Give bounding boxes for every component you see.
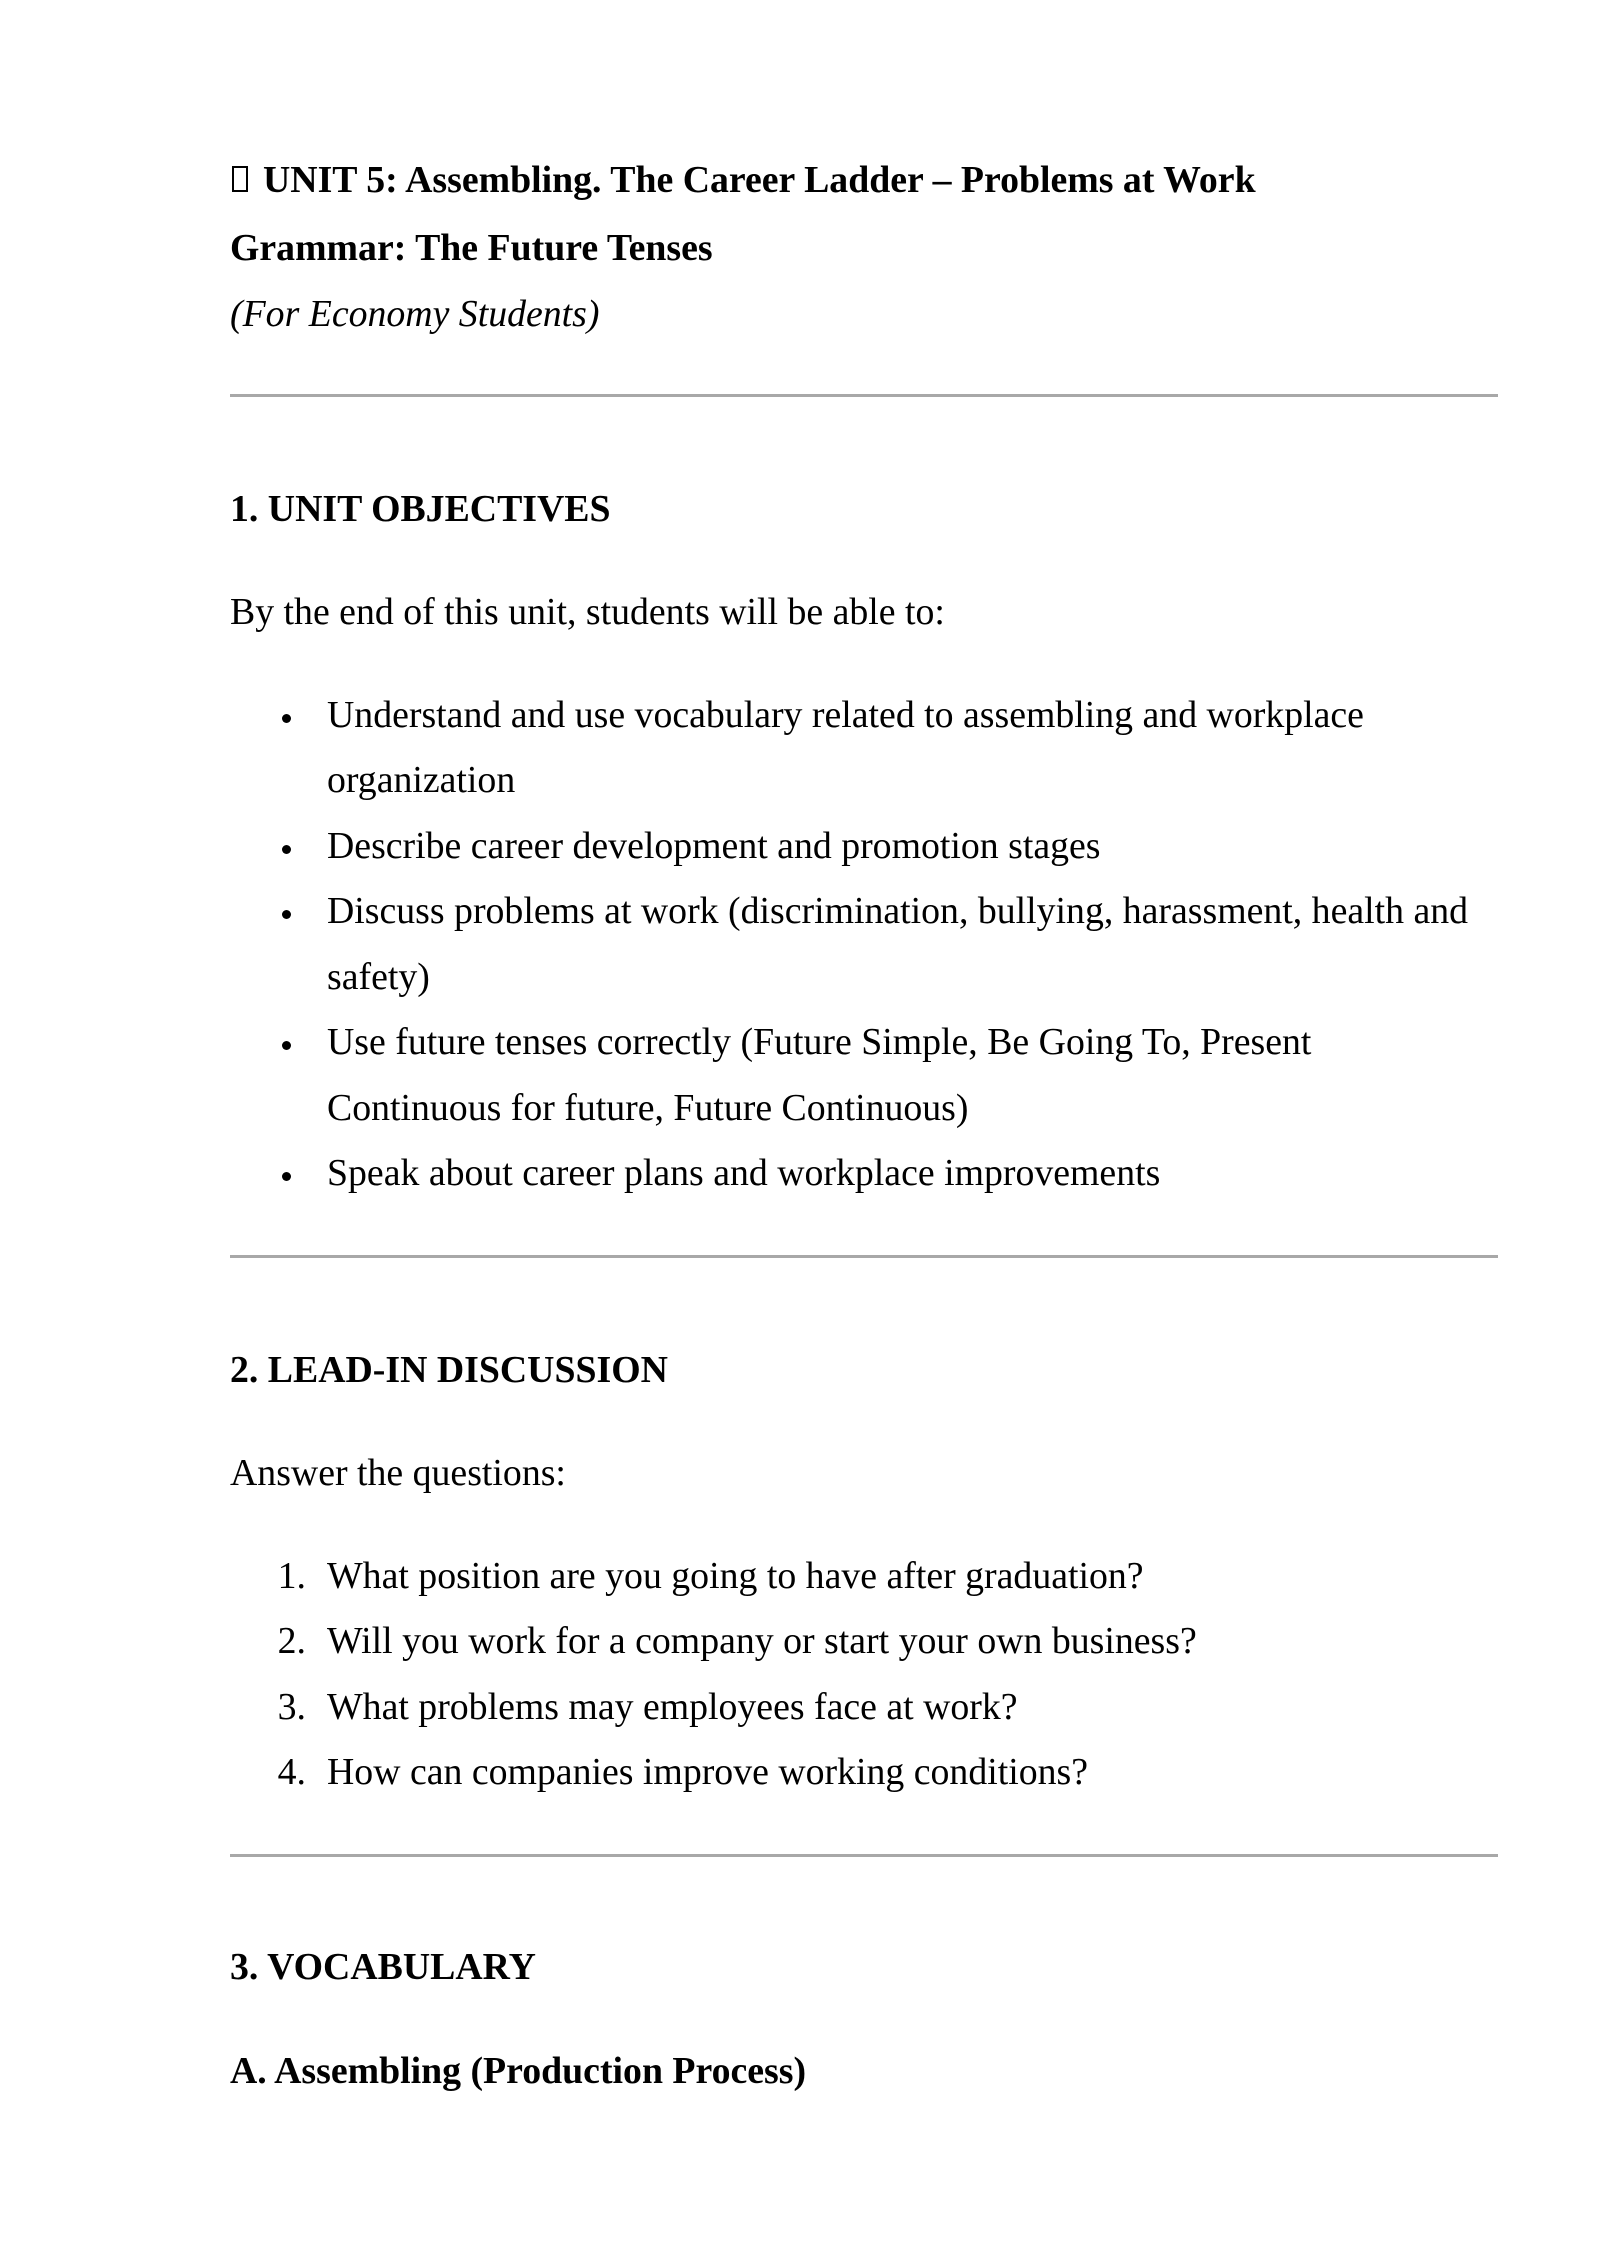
horizontal-divider xyxy=(230,1255,1498,1258)
bullet-icon xyxy=(282,910,291,919)
question-number: 1. xyxy=(277,1555,306,1597)
horizontal-divider xyxy=(230,1854,1498,1857)
objectives-intro: By the end of this unit, students will be able to: xyxy=(230,591,945,633)
audience-note: (For Economy Students) xyxy=(230,293,600,335)
objective-item xyxy=(230,1010,1482,1141)
objective-item xyxy=(230,1141,1482,1206)
question-text: Will you work for a company or start your own business? xyxy=(327,1620,1197,1663)
unit-title-text: UNIT 5: Assembling. The Career Ladder – Problems at Work xyxy=(263,159,1256,201)
bullet-icon xyxy=(282,1041,291,1050)
question-text: What position are you going to have after graduation? xyxy=(327,1555,1144,1597)
question-number: 3. xyxy=(277,1685,306,1728)
objective-text: Use future tenses correctly (Future Simple, Be Going To, Present Continuous for future, Future Continuous) xyxy=(327,1021,1312,1129)
objective-text: Speak about career plans and workplace improvements xyxy=(327,1152,1161,1195)
question-item xyxy=(230,1544,1482,1609)
unit-title xyxy=(230,148,1256,213)
bullet-icon xyxy=(282,714,291,723)
missing-glyph-icon xyxy=(232,166,248,192)
lead-in-intro: Answer the questions: xyxy=(230,1452,566,1494)
objective-text: Discuss problems at work (discrimination, bullying, harassment, health and safety) xyxy=(327,890,1469,998)
objective-item xyxy=(230,683,1482,814)
question-item xyxy=(230,1740,1482,1805)
section-heading-vocabulary: 3. VOCABULARY xyxy=(230,1946,536,1988)
question-number: 2. xyxy=(277,1620,306,1663)
question-text: How can companies improve working conditions? xyxy=(327,1751,1089,1794)
bullet-icon xyxy=(282,1172,291,1181)
question-text: What problems may employees face at work? xyxy=(327,1685,1018,1728)
bullet-icon xyxy=(282,845,291,854)
question-number: 4. xyxy=(277,1751,306,1794)
objective-item xyxy=(230,879,1482,1010)
vocabulary-subheading: A. Assembling (Production Process) xyxy=(230,2050,807,2092)
grammar-subtitle: Grammar: The Future Tenses xyxy=(230,227,713,269)
objective-text: Understand and use vocabulary related to assembling and workplace organization xyxy=(327,694,1364,802)
objectives-list xyxy=(230,683,1482,1207)
section-heading-objectives: 1. UNIT OBJECTIVES xyxy=(230,488,611,530)
objective-item xyxy=(230,814,1482,879)
question-item xyxy=(230,1675,1482,1740)
section-heading-lead-in: 2. LEAD-IN DISCUSSION xyxy=(230,1349,668,1391)
horizontal-divider xyxy=(230,394,1498,397)
lead-in-questions-list xyxy=(230,1544,1482,1806)
objective-text: Describe career development and promotion stages xyxy=(327,824,1101,867)
question-item xyxy=(230,1609,1482,1674)
